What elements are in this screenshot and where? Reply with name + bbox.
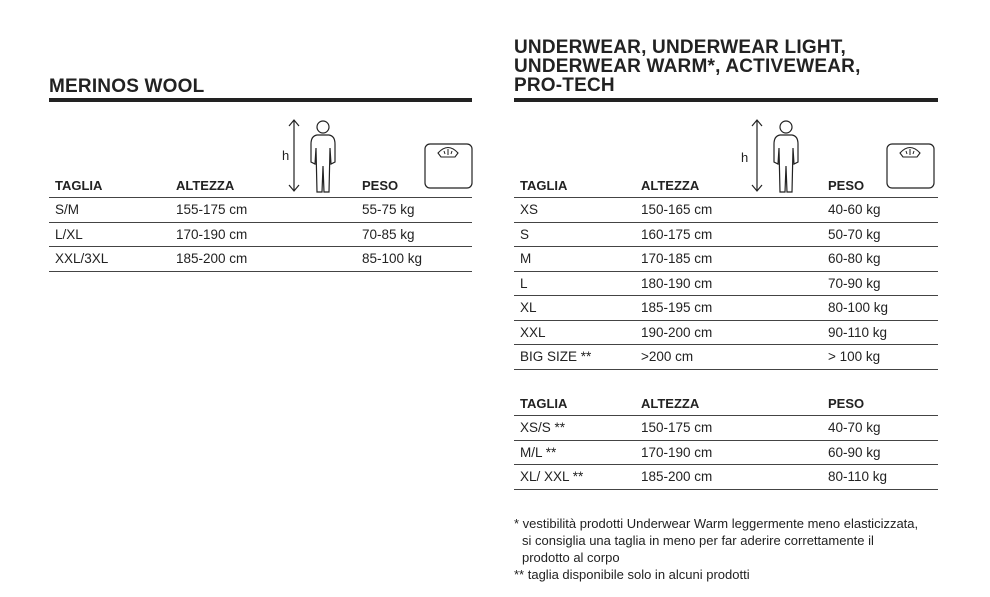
cell-size: XXL/3XL (55, 251, 109, 266)
cell-size: XS/S ** (520, 420, 566, 435)
table-row (514, 296, 938, 321)
cell-size: L (520, 275, 528, 291)
table-row (49, 223, 472, 248)
cell-weight: 60-80 kg (828, 251, 881, 266)
table-row (514, 247, 938, 272)
cell-weight: 80-110 kg (828, 469, 888, 484)
table-row (514, 441, 938, 466)
header-weight: PESO (362, 178, 399, 193)
cell-weight: 80-100 kg (828, 300, 889, 315)
footnote-1-cont: si consiglia una taglia in meno per far aderire correttamente il (522, 533, 874, 548)
cell-weight: 85-100 kg (362, 251, 423, 266)
cell-height: 150-165 cm (641, 202, 713, 217)
cell-weight: 70-90 kg (828, 275, 881, 291)
cell-size: BIG SIZE ** (520, 349, 592, 364)
cell-size: XS (520, 202, 539, 217)
cell-weight: 90-110 kg (828, 324, 888, 340)
height-label: h (741, 150, 749, 165)
header-size: TAGLIA (520, 178, 568, 193)
footnote-2: ** taglia disponibile solo in alcuni prodotti (514, 567, 750, 582)
cell-height: 190-200 cm (641, 324, 713, 340)
cell-size: XL (520, 300, 537, 315)
underwear-title: UNDERWEAR, UNDERWEAR LIGHT, UNDERWEAR WARM*, ACTIVEWEAR, PRO-TECH (514, 37, 861, 96)
cell-weight: 60-90 kg (828, 444, 881, 460)
cell-size: S (520, 226, 530, 242)
table-row (514, 321, 938, 346)
cell-weight: 40-70 kg (828, 420, 881, 435)
table-row (514, 465, 938, 490)
cell-height: >200 cm (641, 349, 694, 364)
header-height: ALTEZZA (641, 178, 700, 193)
cell-size: M (520, 251, 532, 266)
cell-height: 185-200 cm (176, 251, 248, 266)
cell-height: 155-175 cm (176, 202, 248, 217)
cell-height: 170-185 cm (641, 251, 713, 266)
table-row (514, 223, 938, 248)
footnote-1-cont2: prodotto al corpo (522, 550, 620, 565)
cell-size: XL/ XXL ** (520, 469, 584, 484)
header-size: TAGLIA (520, 396, 568, 411)
merinos-title-rule (49, 98, 472, 102)
cell-size: XXL (520, 324, 546, 340)
table-row (514, 272, 938, 297)
header-weight: PESO (828, 178, 865, 193)
merinos-title: MERINOS WOOL (49, 76, 205, 97)
cell-weight: 40-60 kg (828, 202, 881, 217)
cell-size: S/M (55, 202, 80, 217)
underwear-table-header (514, 174, 938, 198)
cell-weight: 70-85 kg (362, 226, 415, 242)
cell-height: 180-190 cm (641, 275, 713, 291)
cell-weight: 55-75 kg (362, 202, 415, 217)
footnote-1: * vestibilità prodotti Underwear Warm leggermente meno elasticizzata, (514, 516, 919, 531)
table-row (514, 345, 938, 370)
cell-height: 160-175 cm (641, 226, 713, 242)
cell-size: L/XL (55, 226, 83, 242)
cell-height: 150-175 cm (641, 420, 713, 435)
header-height: ALTEZZA (176, 178, 235, 193)
header-height: ALTEZZA (641, 396, 700, 411)
cell-weight: 50-70 kg (828, 226, 881, 242)
header-size: TAGLIA (55, 178, 103, 193)
cell-weight: > 100 kg (828, 349, 881, 364)
cell-height: 170-190 cm (176, 226, 248, 242)
cell-height: 185-195 cm (641, 300, 713, 315)
cell-height: 170-190 cm (641, 444, 713, 460)
header-weight: PESO (828, 396, 865, 411)
merinos-table-header (49, 174, 472, 198)
table-row (514, 198, 938, 223)
table-row (49, 198, 472, 223)
cell-height: 185-200 cm (641, 469, 713, 484)
cell-size: M/L ** (520, 444, 557, 460)
height-label: h (282, 148, 290, 163)
underwear-table2-header (514, 392, 938, 416)
table-row (49, 247, 472, 272)
underwear-title-rule (514, 98, 938, 102)
table-row (514, 416, 938, 441)
